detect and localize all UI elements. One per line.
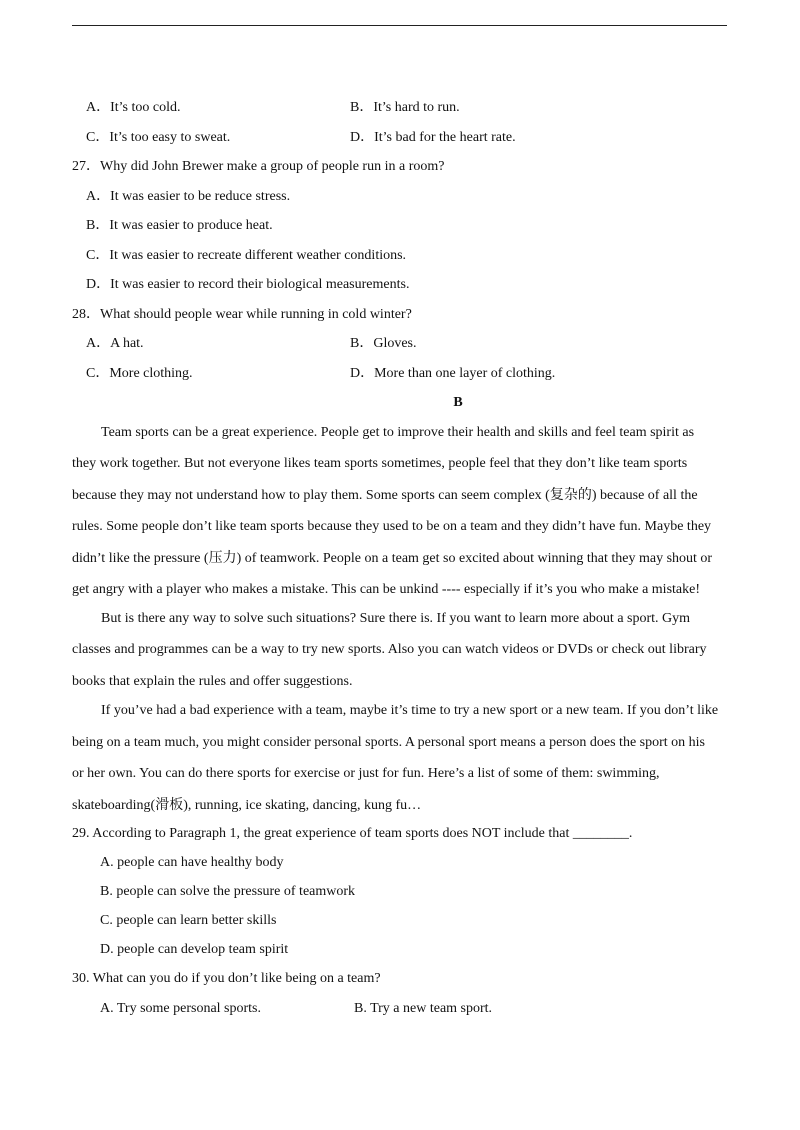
q29-option-d: D. people can develop team spirit <box>100 942 289 957</box>
q29-option-a: A. people can have healthy body <box>100 855 284 870</box>
q27-option-c: C．It was easier to recreate different weather conditions. <box>86 248 407 263</box>
paragraph-3-line: being on a team much, you might consider personal sports. A personal sport means a person does the sport on his <box>72 735 706 750</box>
paragraph-2-line: classes and programmes can be a way to try new sports. Also you can watch videos or DVDs or check out library <box>72 642 707 657</box>
paragraph-1-line: rules. Some people don’t like team sports because they used to be on a team and they didn’t have fun. Maybe they <box>72 519 712 534</box>
paragraph-1-line: they work together. But not everyone likes team sports sometimes, people feel that they don’t like team sports <box>72 456 688 471</box>
paragraph-1-line: didn’t like the pressure (压力) of teamwork. People on a team get so excited about winning that they may shout or <box>72 551 713 566</box>
q29-option-b: B. people can solve the pressure of teamwork <box>100 884 356 899</box>
q30-option-a: A. Try some personal sports. <box>100 1001 262 1016</box>
q26-option-d: D．It’s bad for the heart rate. <box>350 130 516 145</box>
q28-question: 28．What should people wear while running in cold winter? <box>72 307 412 322</box>
q30-option-b: B. Try a new team sport. <box>354 1001 493 1016</box>
q27-option-b: B．It was easier to produce heat. <box>86 218 273 233</box>
paragraph-3-line: skateboarding(滑板), running, ice skating, dancing, kung fu… <box>72 798 422 813</box>
paragraph-1-line: Team sports can be a great experience. People get to improve their health and skills and feel team spirit as <box>101 425 695 440</box>
q30-question: 30. What can you do if you don’t like being on a team? <box>72 971 381 986</box>
section-heading: B <box>453 395 463 410</box>
q26-option-c: C．It’s too easy to sweat. <box>86 130 231 145</box>
q28-option-b: B．Gloves. <box>350 336 417 351</box>
paragraph-2-line: But is there any way to solve such situations? Sure there is. If you want to learn more about a sport. Gym <box>101 611 691 626</box>
paragraph-1-line: get angry with a player who makes a mistake. This can be unkind ---- especially if it’s you who make a mistake! <box>72 582 701 597</box>
header-rule <box>72 25 727 26</box>
q28-option-c: C．More clothing. <box>86 366 193 381</box>
q27-option-a: A．It was easier to be reduce stress. <box>86 189 291 204</box>
paragraph-2-line: books that explain the rules and offer suggestions. <box>72 674 353 689</box>
q29-option-c: C. people can learn better skills <box>100 913 277 928</box>
q26-option-b: B．It’s hard to run. <box>350 100 460 115</box>
q26-option-a: A．It’s too cold. <box>86 100 181 115</box>
q29-question: 29. According to Paragraph 1, the great experience of team sports does NOT include that ________. <box>72 826 633 841</box>
paragraph-1-line: because they may not understand how to play them. Some sports can seem complex (复杂的) because of all the <box>72 488 698 503</box>
q27-option-d: D．It was easier to record their biological measurements. <box>86 277 410 292</box>
paragraph-3-line: or her own. You can do there sports for exercise or just for fun. Here’s a list of some of them: swimming, <box>72 766 660 781</box>
q27-question: 27．Why did John Brewer make a group of people run in a room? <box>72 159 445 174</box>
q28-option-d: D．More than one layer of clothing. <box>350 366 556 381</box>
paragraph-3-line: If you’ve had a bad experience with a team, maybe it’s time to try a new sport or a new team. If you don’t like <box>101 703 719 718</box>
q28-option-a: A．A hat. <box>86 336 144 351</box>
